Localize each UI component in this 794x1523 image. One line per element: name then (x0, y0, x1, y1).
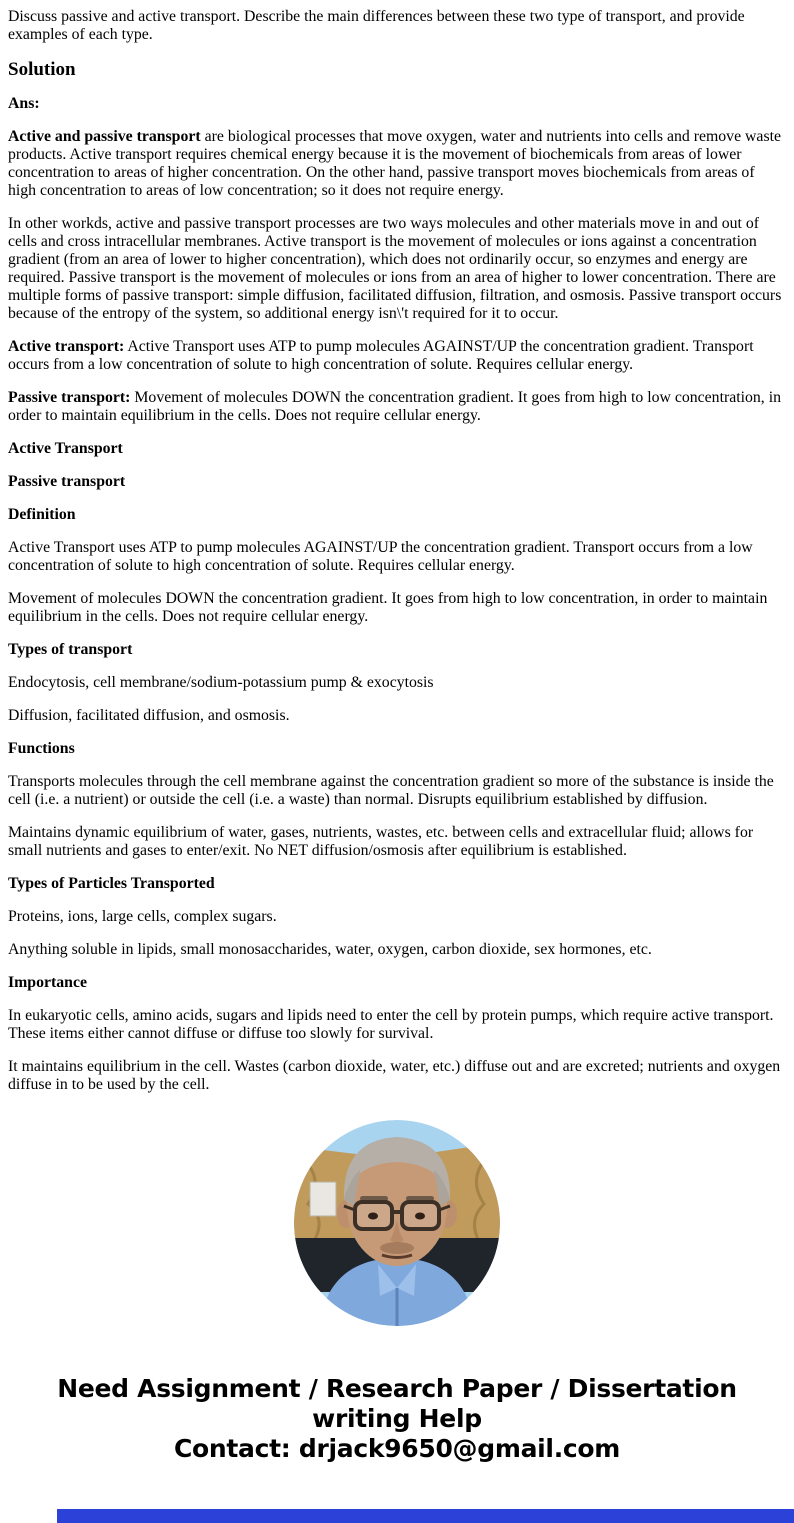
ans-label: Ans: (8, 95, 40, 112)
heading-passive-transport: Passive transport (8, 473, 126, 490)
importance-active-paragraph: In eukaryotic cells, amino acids, sugars and lipids need to enter the cell by protein pumps, which require active transport. These items either cannot diffuse or diffuse too slowly for survival. (8, 1007, 774, 1042)
functions-active-paragraph: Transports molecules through the cell membrane against the concentration gradient so more of the substance is inside the cell (i.e. a nutrient) or outside the cell (i.e. a waste) than normal. Disrupts equilibrium established by diffusion. (8, 773, 774, 808)
paragraph-active-transport (8, 338, 786, 374)
particles-active-paragraph: Proteins, ions, large cells, complex sugars. (8, 908, 277, 925)
heading-functions: Functions (8, 740, 75, 757)
tutor-photo (294, 1120, 500, 1326)
avatar-container (8, 1120, 786, 1326)
definition-passive-paragraph: Movement of molecules DOWN the concentration gradient. It goes from high to low concentration, in order to maintain equilibrium in the cells. Does not require cellular energy. (8, 590, 768, 625)
types-passive-paragraph: Diffusion, facilitated diffusion, and osmosis. (8, 707, 290, 724)
heading-types-of-transport: Types of transport (8, 641, 133, 658)
solution-heading: Solution (8, 59, 76, 80)
types-active-paragraph: Endocytosis, cell membrane/sodium-potassium pump & exocytosis (8, 674, 434, 691)
question-text: Discuss passive and active transport. Describe the main differences between these two type of transport, and provide examples of each type. (8, 8, 745, 43)
definition-active-paragraph: Active Transport uses ATP to pump molecules AGAINST/UP the concentration gradient. Transport occurs from a low concentration of solute to high concentration of solute. Requires cellular energy. (8, 539, 753, 574)
importance-passive-paragraph: It maintains equilibrium in the cell. Wastes (carbon dioxide, water, etc.) diffuse out and are excreted; nutrients and oxygen diffuse in to be used by the cell. (8, 1058, 781, 1093)
heading-importance: Importance (8, 974, 87, 991)
heading-active-transport: Active Transport (8, 440, 123, 457)
paragraph-overview: In other workds, active and passive transport processes are two ways molecules and other materials move in and out of cells and cross intracellular membranes. Active transport is the movement of molecules or ions against a concentration gradient (from an area of lower to higher concentration), which does not ordinarily occur, so enzymes and energy are required. Passive transport is the movement of molecules or ions from an area of higher to lower concentration. There are multiple forms of passive transport: simple diffusion, facilitated diffusion, filtration, and osmosis. Passive transport occurs because of the entropy of the system, so additional energy isn\'t required for it to occur. (8, 215, 782, 322)
heading-particles-transported: Types of Particles Transported (8, 875, 215, 892)
passive-rest-text: Movement of molecules DOWN the concentration gradient. It goes from high to low concentration, in order to maintain equilibrium in the cells. Does not require cellular energy. (8, 389, 781, 424)
passive-lead-bold: Passive transport: (8, 389, 131, 406)
functions-passive-paragraph: Maintains dynamic equilibrium of water, gases, nutrients, wastes, etc. between cells and extracellular fluid; allows for small nutrients and gases to enter/exit. No NET diffusion/osmosis after equilibrium is established. (8, 824, 754, 859)
heading-definition: Definition (8, 506, 76, 523)
footer-accent-bar (57, 1509, 794, 1523)
intro-lead-bold: Active and passive transport (8, 128, 201, 145)
paragraph-passive-transport (8, 389, 786, 425)
footer-promo (27, 1374, 767, 1464)
active-rest-text: Active Transport uses ATP to pump molecules AGAINST/UP the concentration gradient. Transport occurs from a low concentration of solute to high concentration of solute. Requires cellular energy. (8, 338, 754, 373)
intro-rest-text: are biological processes that move oxygen, water and nutrients into cells and remove waste products. Active transport requires chemical energy because it is the movement of biochemicals from areas of lower concentration to areas of higher concentration. On the other hand, passive transport moves biochemicals from areas of high concentration to areas of low concentration; so it does not require energy. (8, 128, 781, 199)
footer-contact-text: Contact: drjack9650@gmail.com (173, 1434, 621, 1463)
particles-passive-paragraph: Anything soluble in lipids, small monosaccharides, water, oxygen, carbon dioxide, sex hormones, etc. (8, 941, 652, 958)
active-lead-bold: Active transport: (8, 338, 125, 355)
paragraph-intro (8, 128, 786, 200)
footer-help-text: Need Assignment / Research Paper / Dissertation writing Help (57, 1374, 737, 1433)
